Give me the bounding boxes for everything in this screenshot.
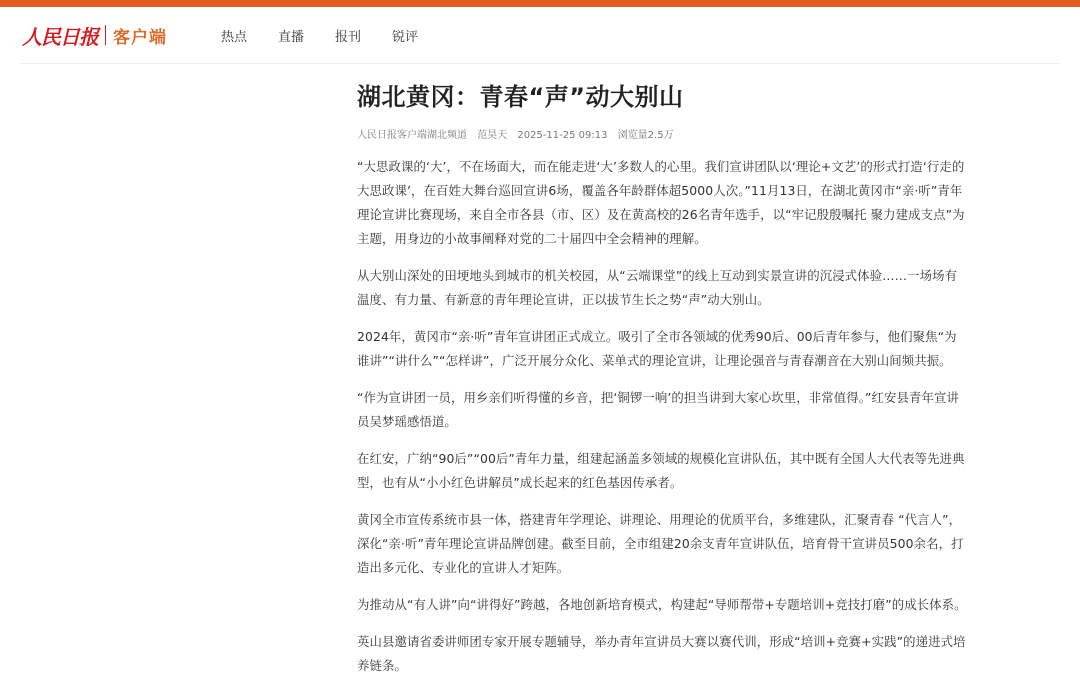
- nav-item-commentary[interactable]: 锐评: [392, 29, 419, 45]
- article-paragraph: “作为宣讲团一员，用乡亲们听得懂的乡音，把‘铜锣一响’的担当讲到大家心坎里，非常值得。”红安县青年宣讲员吴梦瑶感悟道。: [357, 390, 959, 429]
- article-title: 湖北黄冈：青春“声”动大别山: [357, 83, 684, 111]
- article-paragraph: 从大别山深处的田埂地头到城市的机关校园，从“云端课堂”的线上互动到实景宣讲的沉浸式体验……一场场有温度、有力量、有新意的青年理论宣讲，正以拔节生长之势“声”动大别山。: [357, 268, 958, 307]
- top-navigation: [20, 7, 1060, 64]
- article-paragraph: 黄冈全市宣传系统市县一体，搭建青年学理论、讲理论、用理论的优质平台，多维建队，汇聚青春 “代言人”，深化“亲·听”青年理论宣讲品牌创建。截至目前，全市组建20余支青年宣讲队伍，培育骨干宣讲员500余名，打造出多元化、专业化的宣讲人才矩阵。: [357, 512, 964, 575]
- logo-divider: [105, 25, 106, 45]
- article-paragraph: 英山县邀请省委讲师团专家开展专题辅导，举办青年宣讲员大赛以赛代训，形成“培训+竞赛+实践”的递进式培养链条。: [357, 634, 966, 673]
- article-author: 范昊天: [477, 130, 508, 141]
- article: [357, 77, 969, 691]
- article-views: 浏览量2.5万: [617, 130, 674, 141]
- article-date: 2025-11-25 09:13: [517, 130, 608, 141]
- brand-subtitle: 客户端: [113, 27, 167, 48]
- top-accent-bar: [0, 0, 1080, 7]
- article-paragraph: 在红安，广纳“90后”“00后”青年力量，组建起涵盖多领域的规模化宣讲队伍，其中既有全国人大代表等先进典型，也有从“小小红色讲解员”成长起来的红色基因传承者。: [357, 451, 965, 490]
- nav-item-newspaper[interactable]: 报刊: [335, 29, 362, 45]
- brand-name: 人民日报: [22, 24, 98, 49]
- article-paragraph: “大思政课的‘大’，不在场面大，而在能走进‘大’多数人的心里。我们宣讲团队以‘理论+文艺’的形式打造‘行走的大思政课’，在百姓大舞台巡回宣讲6场，覆盖各年龄群体超5000人次。”11月13日，在湖北黄冈市“亲·听”青年理论宣讲比赛现场，来自全市各县（市、区）及在黄高校的26名青年选手，以“牢记殷殷嘱托 聚力建成支点”为主题，用身边的小故事阐释对党的二十届四中全会精神的理解。: [357, 159, 965, 246]
- article-source[interactable]: 人民日报客户端湖北频道: [357, 130, 467, 141]
- nav-item-live[interactable]: 直播: [278, 29, 305, 45]
- brand-logo[interactable]: [22, 21, 167, 50]
- article-paragraph: 为推动从“有人讲”向“讲得好”跨越，各地创新培育模式，构建起“导师帮带+专题培训+竞技打磨”的成长体系。: [357, 597, 967, 612]
- nav-item-hot[interactable]: 热点: [221, 29, 248, 45]
- article-paragraph: 2024年，黄冈市“亲·听”青年宣讲团正式成立。吸引了全市各领域的优秀90后、00后青年参与，他们聚焦“为谁讲”“讲什么”“怎样讲”，广泛开展分众化、菜单式的理论宣讲，让理论强音与青春潮音在大别山间频共振。: [357, 329, 957, 368]
- article-meta: [357, 126, 969, 141]
- main-menu: [221, 26, 449, 45]
